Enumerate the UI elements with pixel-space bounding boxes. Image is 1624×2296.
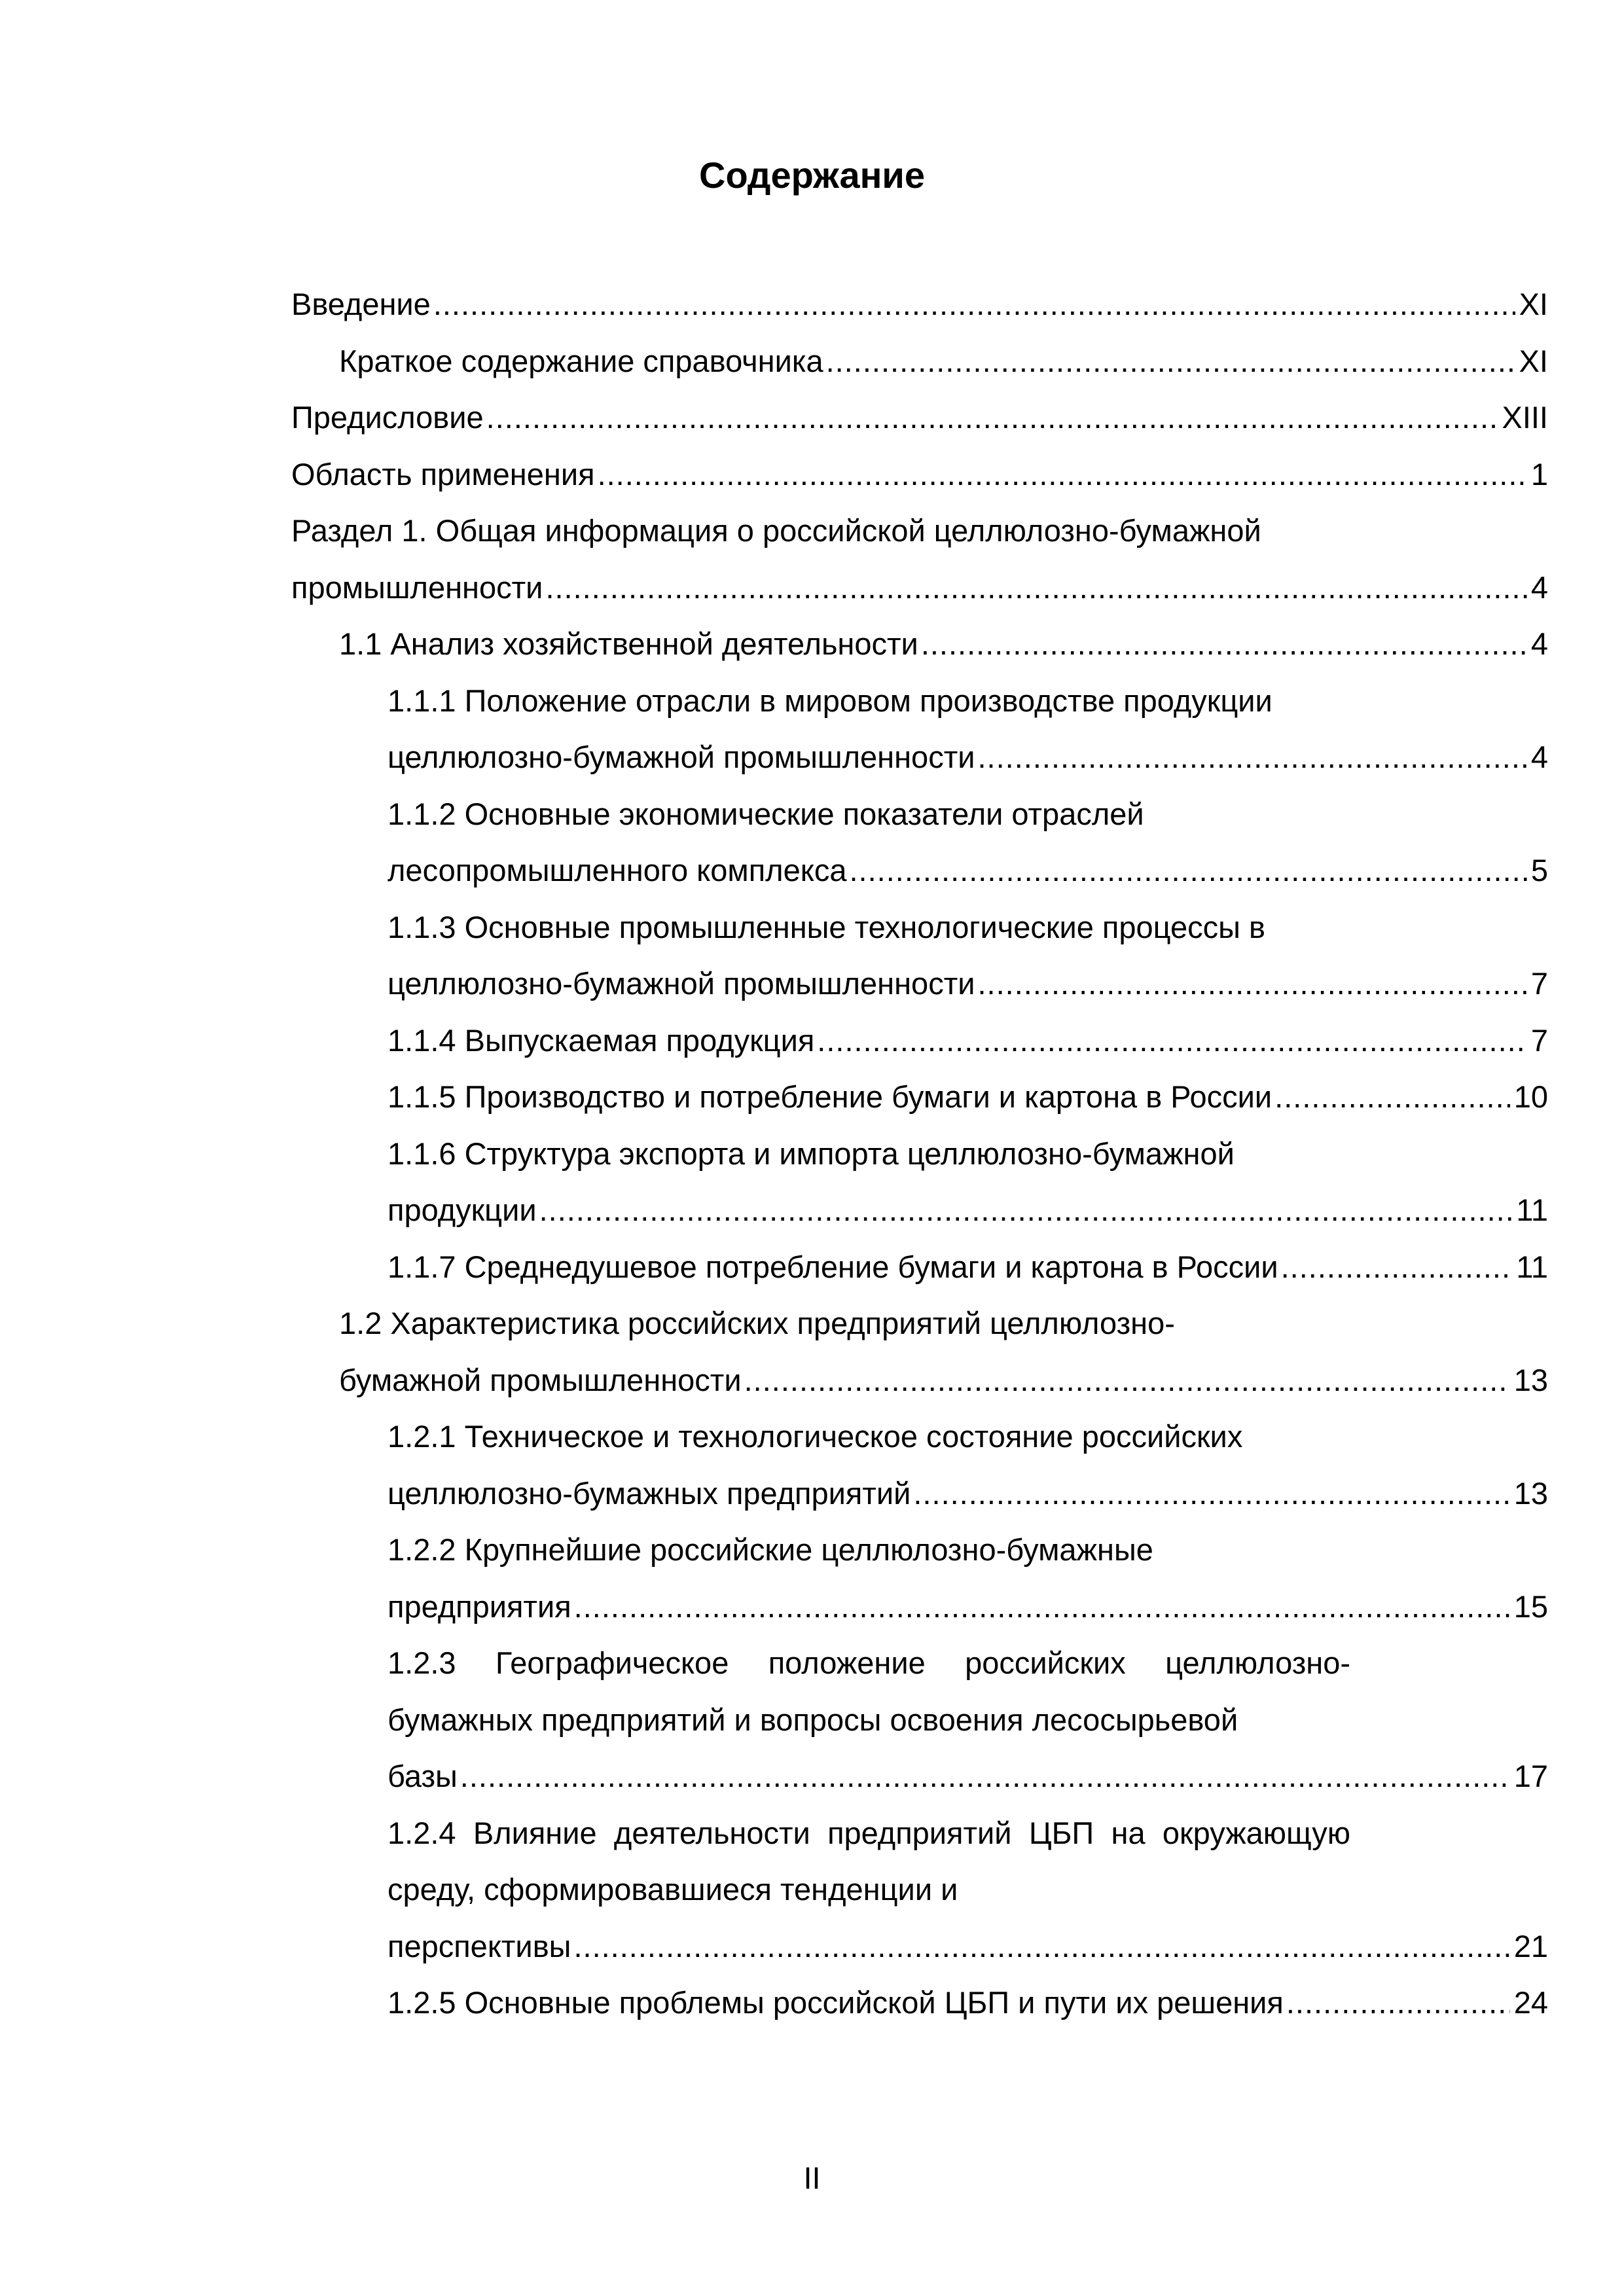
toc-entry[interactable] (291, 1013, 1548, 1069)
toc-entry[interactable] (291, 1126, 1548, 1239)
table-of-contents (291, 276, 1548, 2032)
dot-leader (817, 1013, 1527, 1069)
toc-entry-title: лесопромышленного комплекса (388, 853, 847, 888)
toc-page-number: 4 (1530, 569, 1548, 605)
dot-leader (486, 389, 1498, 446)
toc-entry[interactable] (291, 786, 1548, 899)
toc-entry-line (388, 1069, 1548, 1126)
dot-leader (598, 446, 1527, 503)
toc-page-number: 4 (1530, 626, 1548, 661)
toc-entry-title: Краткое содержание справочника (339, 343, 823, 378)
page-title: Содержание (699, 154, 925, 196)
toc-entry[interactable] (291, 1975, 1548, 2032)
toc-entry-title: 1.1.5 Производство и потребление бумаги и картона в России (388, 1079, 1272, 1114)
toc-entry-title: 1.2.5 Основные проблемы российской ЦБП и пути их решения (388, 1985, 1284, 2020)
toc-entry[interactable] (291, 276, 1548, 333)
toc-page-number: XI (1519, 343, 1548, 378)
toc-entry-line (388, 1748, 1548, 1805)
toc-entry-title: 1.1.4 Выпускаемая продукция (388, 1022, 815, 1058)
toc-page-number: 21 (1513, 1928, 1548, 1964)
toc-entry-heading: 1.2.1 Техническое и технологическое состояние российских (388, 1419, 1243, 1454)
dot-leader (574, 1579, 1510, 1636)
toc-entry-line (388, 1918, 1548, 1975)
dot-leader (460, 1748, 1510, 1805)
toc-entry-heading: 1.1.1 Положение отрасли в мировом производстве продукции (388, 683, 1272, 718)
toc-entry[interactable] (291, 899, 1548, 1013)
toc-entry-line (388, 1465, 1548, 1522)
dot-leader (1286, 1975, 1510, 2032)
dot-leader (1274, 1069, 1510, 1126)
toc-entry-heading: 1.2 Характеристика российских предприятий целлюлозно- (339, 1306, 1175, 1340)
toc-entry[interactable] (291, 1635, 1548, 1805)
toc-page-number: 7 (1530, 966, 1548, 1001)
toc-page-number: 24 (1513, 1985, 1548, 2020)
toc-entry-title: бумажной промышленности (339, 1362, 742, 1397)
toc-entry-heading: 1.2.2 Крупнейшие российские целлюлозно-бумажные (388, 1532, 1153, 1567)
toc-entry-title: промышленности (291, 569, 543, 605)
toc-entry[interactable] (291, 1522, 1548, 1635)
toc-entry[interactable] (291, 1295, 1548, 1408)
toc-entry-line (388, 956, 1548, 1013)
toc-entry-heading: 1.1.2 Основные экономические показатели отраслей (388, 796, 1144, 831)
toc-page-number: 11 (1516, 1193, 1548, 1227)
dot-leader (826, 333, 1515, 390)
toc-page-number: 7 (1530, 1022, 1548, 1058)
toc-entry-line (388, 1579, 1548, 1636)
dot-leader (977, 729, 1526, 786)
toc-page-number: 4 (1530, 740, 1548, 774)
toc-entry-line (388, 842, 1548, 899)
toc-page-number: 11 (1516, 1249, 1548, 1284)
toc-entry-line (388, 1975, 1548, 2032)
toc-entry-title: целлюлозно-бумажной промышленности (388, 740, 975, 774)
toc-entry[interactable] (291, 1805, 1548, 1975)
dot-leader (921, 616, 1527, 673)
toc-page-number: 1 (1530, 456, 1548, 492)
toc-entry-line (388, 1013, 1548, 1069)
toc-entry-line (339, 1352, 1548, 1409)
toc-entry-title: Введение (291, 287, 431, 321)
toc-page-number: 15 (1513, 1588, 1548, 1624)
toc-entry[interactable] (291, 616, 1548, 673)
toc-entry-heading: 1.1.3 Основные промышленные технологические процессы в (388, 909, 1265, 944)
toc-entry-title: перспективы (388, 1928, 571, 1964)
dot-leader (849, 842, 1526, 899)
toc-entry-title: продукции (388, 1193, 537, 1227)
page-number: II (803, 2161, 821, 2195)
toc-entry[interactable] (291, 673, 1548, 786)
toc-entry-title: целлюлозно-бумажных предприятий (388, 1475, 911, 1511)
dot-leader (977, 956, 1526, 1013)
toc-entry-line (291, 446, 1548, 503)
toc-page-number: XIII (1502, 400, 1548, 435)
toc-page-number: 17 (1513, 1759, 1548, 1793)
toc-page-number: XI (1519, 287, 1548, 321)
toc-entry-heading: Раздел 1. Общая информация о российской целлюлозно-бумажной (291, 513, 1261, 548)
toc-page-number: 10 (1513, 1079, 1548, 1114)
toc-entry-title: 1.1 Анализ хозяйственной деятельности (339, 626, 918, 661)
toc-entry-title: базы (388, 1759, 458, 1793)
dot-leader (539, 1182, 1513, 1239)
toc-entry-title: 1.1.7 Среднедушевое потребление бумаги и картона в России (388, 1249, 1278, 1284)
toc-entry-line (291, 389, 1548, 446)
toc-entry-line (291, 276, 1548, 333)
toc-page-number: 5 (1530, 853, 1548, 888)
toc-entry[interactable] (291, 503, 1548, 616)
toc-entry[interactable] (291, 389, 1548, 446)
toc-entry-title: целлюлозно-бумажной промышленности (388, 966, 975, 1001)
toc-entry-line (388, 1239, 1548, 1296)
dot-leader (573, 1918, 1509, 1975)
dot-leader (545, 560, 1526, 617)
toc-entry-line (291, 560, 1548, 617)
toc-entry[interactable] (291, 1239, 1548, 1296)
toc-page-number: 13 (1513, 1362, 1548, 1397)
toc-entry[interactable] (291, 446, 1548, 503)
toc-entry[interactable] (291, 1069, 1548, 1126)
dot-leader (1281, 1239, 1513, 1296)
toc-entry-heading: 1.1.6 Структура экспорта и импорта целлюлозно-бумажной (388, 1136, 1235, 1171)
toc-entry-line (388, 729, 1548, 786)
toc-page-number: 13 (1513, 1475, 1548, 1511)
toc-entry-line (339, 333, 1548, 390)
toc-entry-line (339, 616, 1548, 673)
toc-entry-title: Предисловие (291, 400, 484, 435)
toc-entry-line (388, 1182, 1548, 1239)
toc-entry-heading: 1.2.4 Влияние деятельности предприятий ЦБП на окружающую среду, сформировавшиеся тенденции и (388, 1815, 1350, 1907)
toc-entry[interactable] (291, 333, 1548, 390)
dot-leader (744, 1352, 1510, 1409)
dot-leader (433, 276, 1515, 333)
dot-leader (913, 1465, 1509, 1522)
toc-entry-title: Область применения (291, 456, 595, 492)
toc-entry[interactable] (291, 1408, 1548, 1522)
toc-entry-title: предприятия (388, 1588, 571, 1624)
toc-entry-heading: 1.2.3 Географическое положение российских целлюлозно- бумажных предприятий и вопросы освоения лесосырьевой (388, 1645, 1350, 1737)
